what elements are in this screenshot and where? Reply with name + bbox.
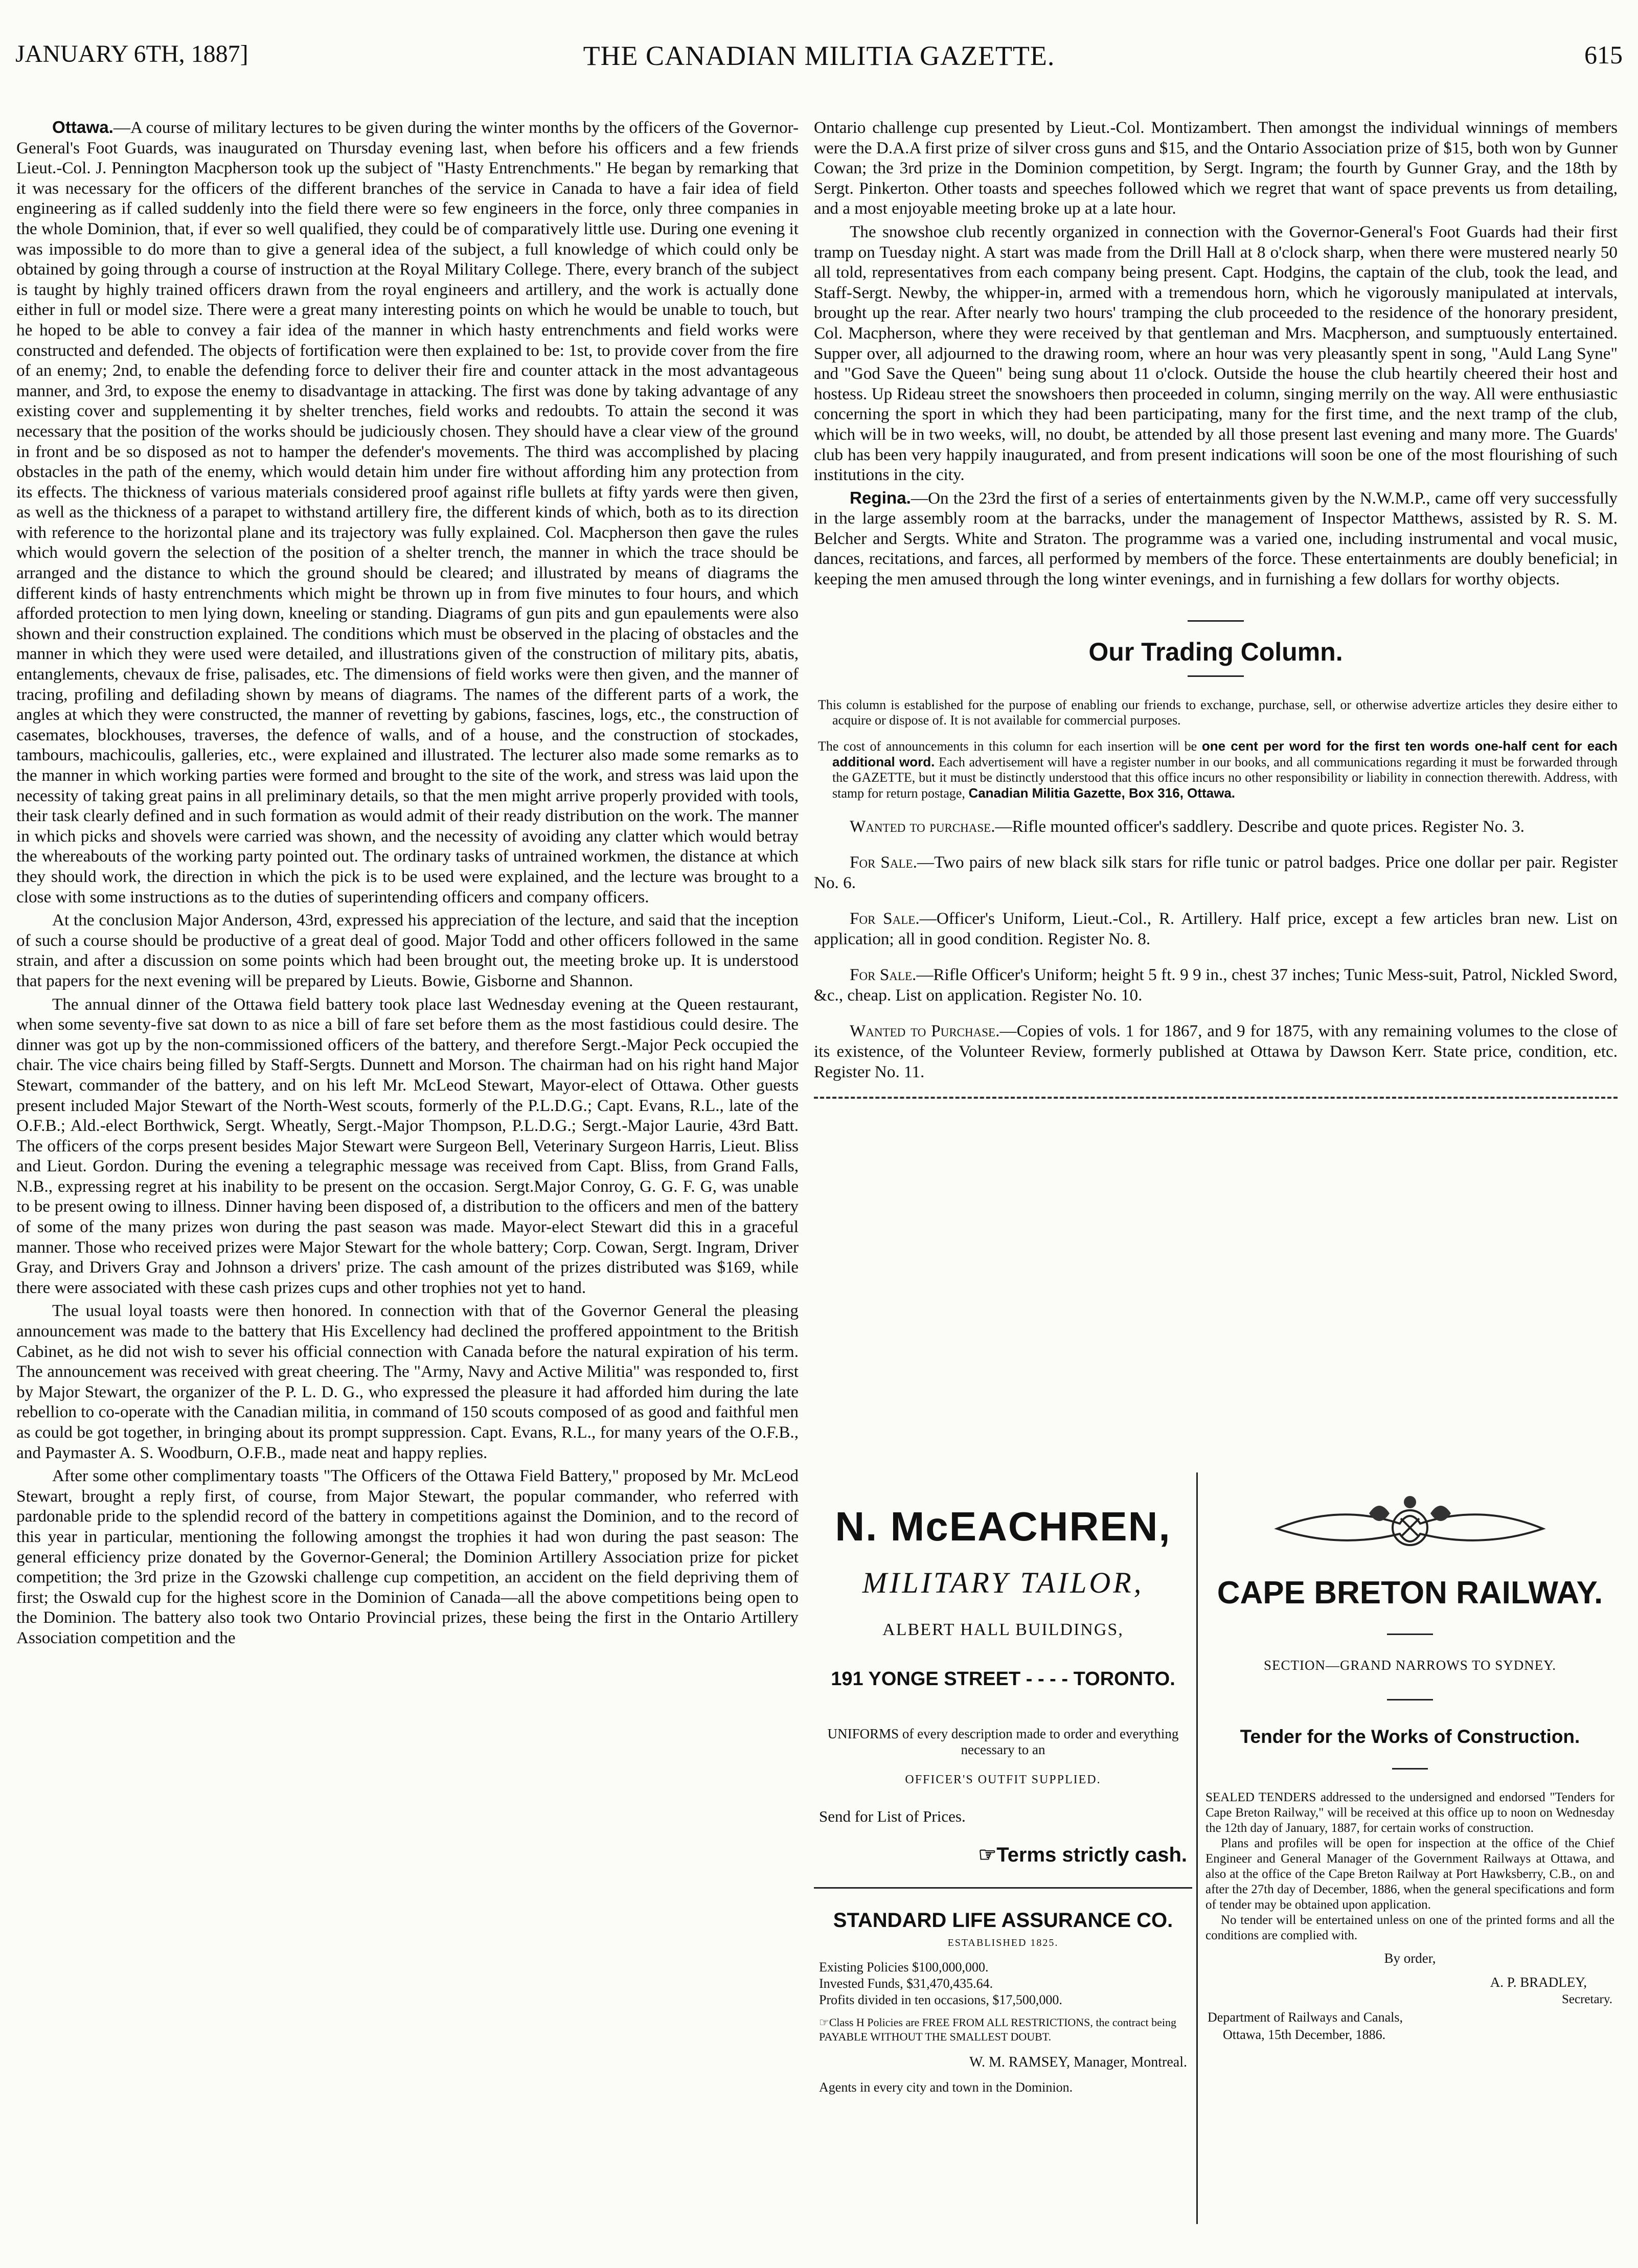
article-text: —A course of military lectures to be given during the winter months by the officers of the Governor-General's Foot Guards, was inaugurated on Thursday evening last, when before his officers and a few friends Lieut.-Col. J. Pennington Macpherson took up the subject of "Hasty Entrenchments." He began by remarking that it was necessary for the officers of the different branches of the service in Canada to have a fair idea of field engineering as if called suddenly into the field there were so few engineers in the force, only three companies in the whole Dominion, that, if ever so well qualified, they could be of comparatively little use. During one evening it was impossible to do more than to give a general idea of the subject, a full knowledge of which could only be obtained by going through a course of instruction at the Royal Military College. There, every branch of the subject is taught by highly trained officers drawn from the royal engineers and artillery, and the work is actually done either in full or model size. There were a great many interesting points on which he would be unable to touch, but he hoped to be able to convey a fair idea of the manner in which hasty entrenchments and field works were constructed and defended. The objects of fortification were then explained to be: 1st, to provide cover from the fire of an enemy; 2nd, to enable the defending force to deliver their fire and counter attack in the most advantageous manner, and 3rd, to expose the enemy to disadvantage in attacking. The first was done by taking advantage of any existing cover and supplementing it by shelter trenches, field works and redoubts. To attain the second it was necessary that the position of the works should be judiciously chosen. They should have a clear view of the ground in front and be so disposed as not to hamper the defender's movements. The third was accomplished by placing obstacles in the path of the enemy, which would detain him under fire without affording him any protection from its effects. The thickness of various materials considered proof against rifle bullets at fifty yards were then given, as well as the thickness of a parapet to withstand artillery fire, the different kinds of which, both as to its direction with reference to the horizontal plane and its trajectory was fully explained. Col. Macpherson then gave the rules which would govern the selection of the position of a shelter trench, the manner in which the trace should be arranged and the distance to which the ground should be cleared; and illustrated by means of diagrams the different kinds of hasty entrenchments which might be thrown up in from five minutes to four hours, and which afforded protection to men lying down, kneeling or standing. Diagrams of gun pits and gun epaulements were also shown and their construction explained. The conditions which must be observed in the placing of obstacles and the manner in which they were used were detailed, and illustrations given of the construction of military pits, abatis, entanglements, chevaux de frise, palisades, etc. The dimensions of field works were then given, and the manner of tracing, profiling and defilading shown by means of diagrams. The names of the different parts of a work, the angles at which they were constructed, the manner of revetting by gabions, fascines, logs, etc., the construction of casemates, blockhouses, traverses, the defence of walls, and of a house, and the construction of stockades, tambours, machicoulis, galleries, etc., were explained and illustrated. The lecturer also made some remarks as to the manner in which working parties were formed and brought to the site of the work, and stress was laid upon the necessity of taking great pains in all preliminary details, so that the men might arrive properly provided with tools, their task clearly defined and in such formation as would admit of their ready distribution on the work. The manner in which picks and shovels were carried was shown, and the necessity of avoiding any clatter which would betray the whereabouts of the working party pointed out. The ordinary tasks of untrained workmen, the distance at which they should work, the direction in which the pick is to be used were explained, and the lecture was brought to a close with some instructions as to the duties of superintending officers and company officers. [16,118,799,906]
mceachren-name: N. McEACHREN, [835,1504,1171,1549]
mceachren-building: ALBERT HALL BUILDINGS, [882,1620,1124,1639]
right-column [814,118,1618,1099]
trading-divider [1188,675,1244,677]
article-dateline: Regina. [850,488,911,508]
article-text: The annual dinner of the Ottawa field battery took place last Wednesday evening at the Queen restaurant, when some seventy-five sat down to as nice a bill of fare set before them as the most fastidious could desire. The dinner was got up by the non-commissioned officers of the battery, and therefore Sergt.-Major Peck occupied the chair. The vice chairs being filled by Staff-Sergts. Dunnett and Morson. The chairman had on his right hand Major Stewart, commander of the battery, and on his left Mr. McLeod Stewart, Mayor-elect of Ottawa. Other guests present included Major Stewart of the North-West scouts, formerly of the P.L.D.G.; Capt. Evans, R.L., late of the O.F.B.; Ald.-elect Borthwick, Sergt. Wheatly, Sergt.-Major Thompson, P.L.D.G.; Sergt.-Major Laurie, 43rd Batt. The officers of the corps present besides Major Stewart were Surgeon Bell, Veterinary Surgeon Harris, Lieut. Bliss and Lieut. Gordon. During the evening a telegraphic message was received from Capt. Bliss, from Grand Falls, N.B., expressing regret at his inability to be present on the occasion. Sergt.Major Conroy, G. G. F. G, was unable to be present owing to illness. Dinner having been disposed of, a distribution to the officers and men of the battery of some of the many prizes won during the past season was made. Mayor-elect Stewart did this in a graceful manner. Those who received prizes were Major Stewart for the whole battery; Corp. Cowan, Sergt. Ingram, Driver Gray, and Drivers Gray and Johnson a drivers' prize. The cash amount of the prizes distributed was $169, while there were associated with these cash prizes cups and other trophies not yet to hand. [16,994,799,1297]
ads-top-rule [814,1097,1618,1099]
cape-breton-p2: Plans and profiles will be open for inspection at the office of the Chief Engineer and General Manager of the Government Railways at Ottawa, and also at the office of the Cape Breton Railway at Port Hawksberry, C.B., on and after the 27th day of December, 1886, when the general specifications and form of tender may be obtained upon application. [1205,1836,1614,1912]
section-divider [1188,620,1244,622]
article-text: Ontario challenge cup presented by Lieut.-Col. Montizambert. Then amongst the individual winnings of members were the D.A.A first prize of silver cross guns and $15, and the Ontario Association prize of $15, both won by Gunner Cowan; the 3rd prize in the Dominion competition, by Sergt. Ingram; the fourth by Gunner Gray, and the 18th by Sergt. Pinkerton. Other toasts and speeches followed which we regret that want of space prevents us from detailing, and a most enjoyable meeting broke up at a late hour. [814,118,1618,218]
page-header [15,40,1623,86]
article-paragraph [16,1466,799,1648]
mceachren-address: 191 YONGE STREET - - - - TORONTO. [831,1668,1175,1690]
standard-life-established: ESTABLISHED 1825. [947,1937,1059,1948]
trading-ads-list [814,817,1618,1082]
left-column [16,118,799,1648]
cape-breton-signer-title: Secretary. [1561,1992,1612,2006]
cape-breton-title: CAPE BRETON RAILWAY. [1217,1575,1603,1611]
mceachren-ad [814,1472,1192,2095]
trading-ad-text: —Rifle Officer's Uniform; height 5 ft. 9 9 in., chest 37 inches; Tunic Mess-suit, Patrol, Nickled Sword, &c., cheap. List on application. Register No. 10. [814,965,1618,1005]
article-dateline: Ottawa. [52,118,113,137]
article-paragraph [16,994,799,1298]
article-text: The snowshoe club recently organized in connection with the Governor-General's Foot Guards had their first tramp on Tuesday night. A start was made from the Drill Hall at 8 o'clock sharp, when there were mustered nearly 50 all told, representatives from each company being present. Capt. Hodgins, the captain of the club, took the lead, and Staff-Sergt. Newby, the whipper-in, armed with a tremendous horn, which he vigorously manipulated at intervals, brought up the rear. After nearly two hours' tramping the club proceeded to the residence of the honorary president, Col. Macpherson, where they were received by that gentleman and Mrs. Macpherson, and sumptuously entertained. Supper over, all adjourned to the drawing room, where an hour was very pleasantly spent in song, "Auld Lang Syne" and "God Save the Queen" being sung about 11 o'clock. Outside the house the club heartily cheered their host and hostess. Up Rideau street the snowshoers then proceeded in column, singing merrily on the way. All were enthusiastic concerning the sport in which they had been participating, many for the first time, and the next tramp of the club, which will be in two weeks, will, no doubt, be attended by all those present last evening and many more. The Guards' club has been very happily inaugurated, and from present indications will soon be one of the most flourishing of such institutions in the city. [814,222,1618,485]
cape-breton-by-order: By order, [1384,1951,1436,1966]
right-column-articles [814,118,1618,589]
trading-ad-heading: For Sale. [850,853,917,872]
trading-ad [814,817,1618,837]
cape-breton-section: SECTION—GRAND NARROWS TO SYDNEY. [1263,1658,1557,1673]
article-paragraph [814,488,1618,589]
trading-ad-text: —Rifle mounted officer's saddlery. Describe and quote prices. Register No. 3. [995,817,1525,836]
standard-life-manager: W. M. RAMSEY, Manager, Montreal. [969,2054,1187,2070]
advertisements [814,1472,1618,2239]
trading-cost-notice: The cost of announcements in this column for each insertion will be one cent per word for the first ten words one-half cent for each additional word. Each advertisement will have a register number in our books, and all communications regarding it must be forwarded through the GAZETTE, but it must be distinctly understood that this office incurs no other responsibility or liability in connection therewith. Address, with stamp for return postage, Canadian Militia Gazette, Box 316, Ottawa. [818,738,1618,801]
standard-life-agents: Agents in every city and town in the Dominion. [819,2080,1073,2095]
mceachren-outfit: OFFICER'S OUTFIT SUPPLIED. [905,1773,1101,1786]
cb-divider-1 [1387,1634,1433,1635]
trading-ad-heading: Wanted to purchase. [850,817,995,836]
article-text: The usual loyal toasts were then honored. In connection with that of the Governor General the pleasing announcement was made to the battery that His Excellency had declined the proffered appointment to the British Cabinet, as he did not wish to sever his official connection with Canada before the natural expiration of his term. The announcement was received with great cheering. The "Army, Navy and Active Militia" was responded to, first by Major Stewart, the organizer of the P. L. D. G., who expressed the pleasure it had afforded him during the late rebellion to co-operate with the Canadian militia, in command of 150 scouts composed of as good and faithful men as could be got together, in bringing about its prompt suppression. Capt. Evans, R.L., for many years of the O.F.B., and Paymaster A. S. Woodburn, O.F.B., made neat and happy replies. [16,1301,799,1462]
cape-breton-p1: SEALED TENDERS addressed to the undersigned and endorsed "Tenders for Cape Breton Railway," will be received at this office up to noon on Wednesday the 12th day of January, 1887, for certain works of construction. [1205,1790,1614,1835]
mceachren-prices: Send for List of Prices. [819,1807,966,1825]
cape-breton-tender: Tender for the Works of Construction. [1240,1726,1580,1747]
cape-breton-place: Ottawa, 15th December, 1886. [1223,2027,1386,2042]
railway-crest-emblem [1267,1493,1553,1559]
cape-breton-signer: A. P. BRADLEY, [1490,1975,1587,1990]
standard-life-line: Existing Policies $100,000,000. [819,1960,989,1975]
trading-ad-heading: Wanted to Purchase. [850,1022,1000,1041]
trading-ad-text: —Copies of vols. 1 for 1867, and 9 for 1875, with any remaining volumes to the close of its existence, of the Volunteer Review, formerly published at Ottawa by Dawson Kerr. State price, condition, etc. Register No. 11. [814,1022,1618,1082]
cb-divider-3 [1392,1768,1428,1770]
trading-ad-heading: For Sale. [850,909,920,928]
mceachren-uniforms: UNIFORMS of every description made to order and everything necessary to an [827,1726,1179,1757]
article-text: —On the 23rd the first of a series of entertainments given by the N.W.M.P., came off very successfully in the large assembly room at the barracks, under the management of Inspector Matthews, assisted by R. S. M. Belcher and Sergts. White and Straton. The programme was a varied one, including instrumental and vocal music, dances, recitations, and farces, all performed by members of the force. These entertainments are doubly beneficial; in keeping the men amused through the long winter evenings, and in furnishing a few dollars for worthy objects. [814,488,1618,589]
trading-ad-text: —Officer's Uniform, Lieut.-Col., R. Artillery. Half price, except a few articles bran new. List on application; all in good condition. Register No. 8. [814,909,1618,949]
mceachren-trade: MILITARY TAILOR, [862,1566,1144,1599]
cape-breton-dept: Department of Railways and Canals, [1208,2010,1403,2025]
standard-life-line: Profits divided in ten occasions, $17,500,000. [819,1992,1062,2007]
trading-ad [814,852,1618,893]
trading-ad-heading: For Sale. [850,965,917,985]
trading-ad-text: —Two pairs of new black silk stars for rifle tunic or patrol badges. Price one dollar per pair. Register No. 6. [814,853,1618,893]
cape-breton-ad [1202,1472,1618,2043]
trading-notice: This column is established for the purpose of enabling our friends to exchange, purchase, sell, or otherwise advertize articles they desire either to acquire or dispose of. It is not available for commercial purposes. [818,697,1618,728]
page-number: 615 [1584,40,1623,69]
cb-divider-2 [1387,1699,1433,1700]
article-paragraph [16,910,799,991]
mceachren-terms: ☞Terms strictly cash. [978,1844,1187,1866]
standard-life-class-h: ☞Class H Policies are FREE FROM ALL RESTRICTIONS, the contract being PAYABLE WITHOUT THE SMALLEST DOUBT. [819,2016,1177,2043]
standard-life-line: Invested Funds, $31,470,435.64. [819,1976,993,1991]
article-paragraph [16,118,799,907]
trading-ad [814,909,1618,949]
gazette-title: THE CANADIAN MILITIA GAZETTE. [583,40,1055,71]
cape-breton-body [1205,1790,1614,1943]
ads-divider [1196,1472,1198,2224]
trading-column-title: Our Trading Column. [1088,637,1343,666]
article-paragraph [814,222,1618,485]
trading-ad [814,965,1618,1006]
article-paragraph [814,118,1618,219]
standard-life-figures [819,1959,1192,2008]
standard-life-name: STANDARD LIFE ASSURANCE CO. [833,1909,1173,1932]
ad-separator [814,1887,1192,1889]
issue-date: JANUARY 6TH, 1887] [15,40,248,67]
article-text: After some other complimentary toasts "The Officers of the Ottawa Field Battery," proposed by Mr. McLeod Stewart, brought a reply first, of course, from Major Stewart, the popular commander, who referred with pardonable pride to the splendid record of the battery in competitions against the Dominion, and to the record of this year in particular, mentioning the following amongst the trophies it had won during the past season: The general efficiency prize donated by the Governor-General; the Dominion Artillery Association prize for picket competition; the 3rd prize in the Gzowski challenge cup competition, an accident on the field depriving them of first; the Oswald cup for the highest score in the Dominion of Canada—all the above competitions being open to the Dominion. The battery also took two Ontario Provincial prizes, these being the first in the Ontario Artillery Association competition and the [16,1466,799,1647]
cape-breton-p3: No tender will be entertained unless on one of the printed forms and all the conditions are complied with. [1205,1913,1614,1942]
article-paragraph [16,1301,799,1463]
trading-ad [814,1021,1618,1082]
article-text: At the conclusion Major Anderson, 43rd, expressed his appreciation of the lecture, and said that the inception of such a course should be productive of a great deal of good. Major Todd and other officers followed in the same strain, and after a discussion on some points which had been brought out, the meeting broke up. It is understood that papers for the next evening will be prepared by Lieuts. Bowie, Gisborne and Shannon. [16,911,799,990]
